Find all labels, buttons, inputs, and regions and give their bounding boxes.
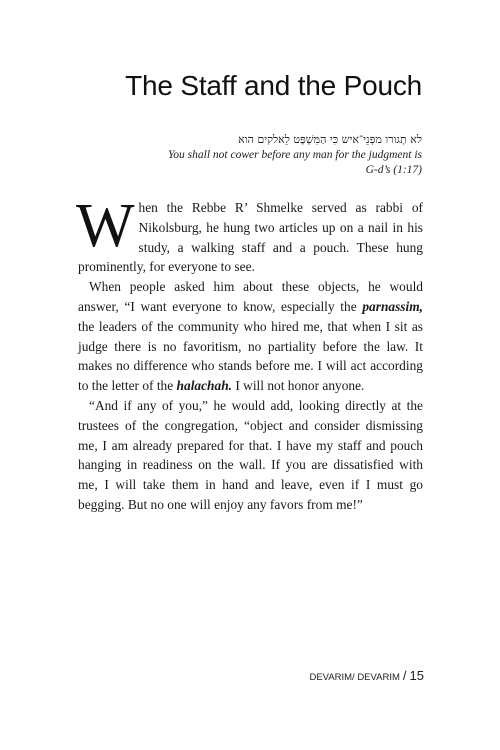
drop-cap: W (76, 192, 135, 260)
running-footer-section: DEVARIM/ DEVARIM (309, 672, 400, 683)
epigraph-translation-line-1: You shall not cower before any man for the judgment is (167, 149, 422, 161)
paragraph-1 (76, 192, 423, 277)
paragraph-3 (78, 396, 423, 515)
paragraph-2-text-c: I will not honor anyone. (232, 378, 365, 394)
paragraph-2-text-b: the leaders of the community who hired me, that when I sit as judge there is no favoritism, no partiality before the law. It makes no difference who stands before me. I will act according to the letter of the (78, 318, 423, 394)
paragraph-1-text: hen the Rebbe R’ Shmelke served as rabbi of Nikolsburg, he hung two articles up on a nail in his study, a walking staff and a pouch. These hung prominently, for everyone to see. (78, 200, 423, 275)
chapter-title: The Staff and the Pouch (125, 70, 422, 101)
page-number: 15 (409, 668, 424, 683)
epigraph (122, 132, 422, 178)
page-footer (309, 668, 424, 683)
paragraph-3-text: “And if any of you,” he would add, looking directly at the trustees of the congregation, “object and consider dismissing me, I am already prepared for that. I have my staff and pouch hanging in readiness on the wall. If you are dissatisfied with me, I will take them in hand and leave, even if I must go begging. But no one will enjoy any favors from me!” (78, 397, 423, 512)
paragraph-2-text-a: When people asked him about these objects, he would answer, “I want everyone to know, especially the (78, 279, 423, 314)
epigraph-translation (122, 148, 422, 178)
term-parnassim: parnassim, (362, 298, 423, 314)
term-halachah: halachah. (176, 378, 232, 394)
epigraph-hebrew: לא תָגורו מפְּנֵי־איש כִּי הַמִּשְׁפָּט לֵאלקים הוא (238, 133, 422, 146)
footer-separator: / (402, 668, 407, 683)
epigraph-translation-line-2: G-d’s (1:17) (365, 164, 422, 176)
story-body (76, 192, 423, 515)
paragraph-2 (78, 277, 423, 396)
